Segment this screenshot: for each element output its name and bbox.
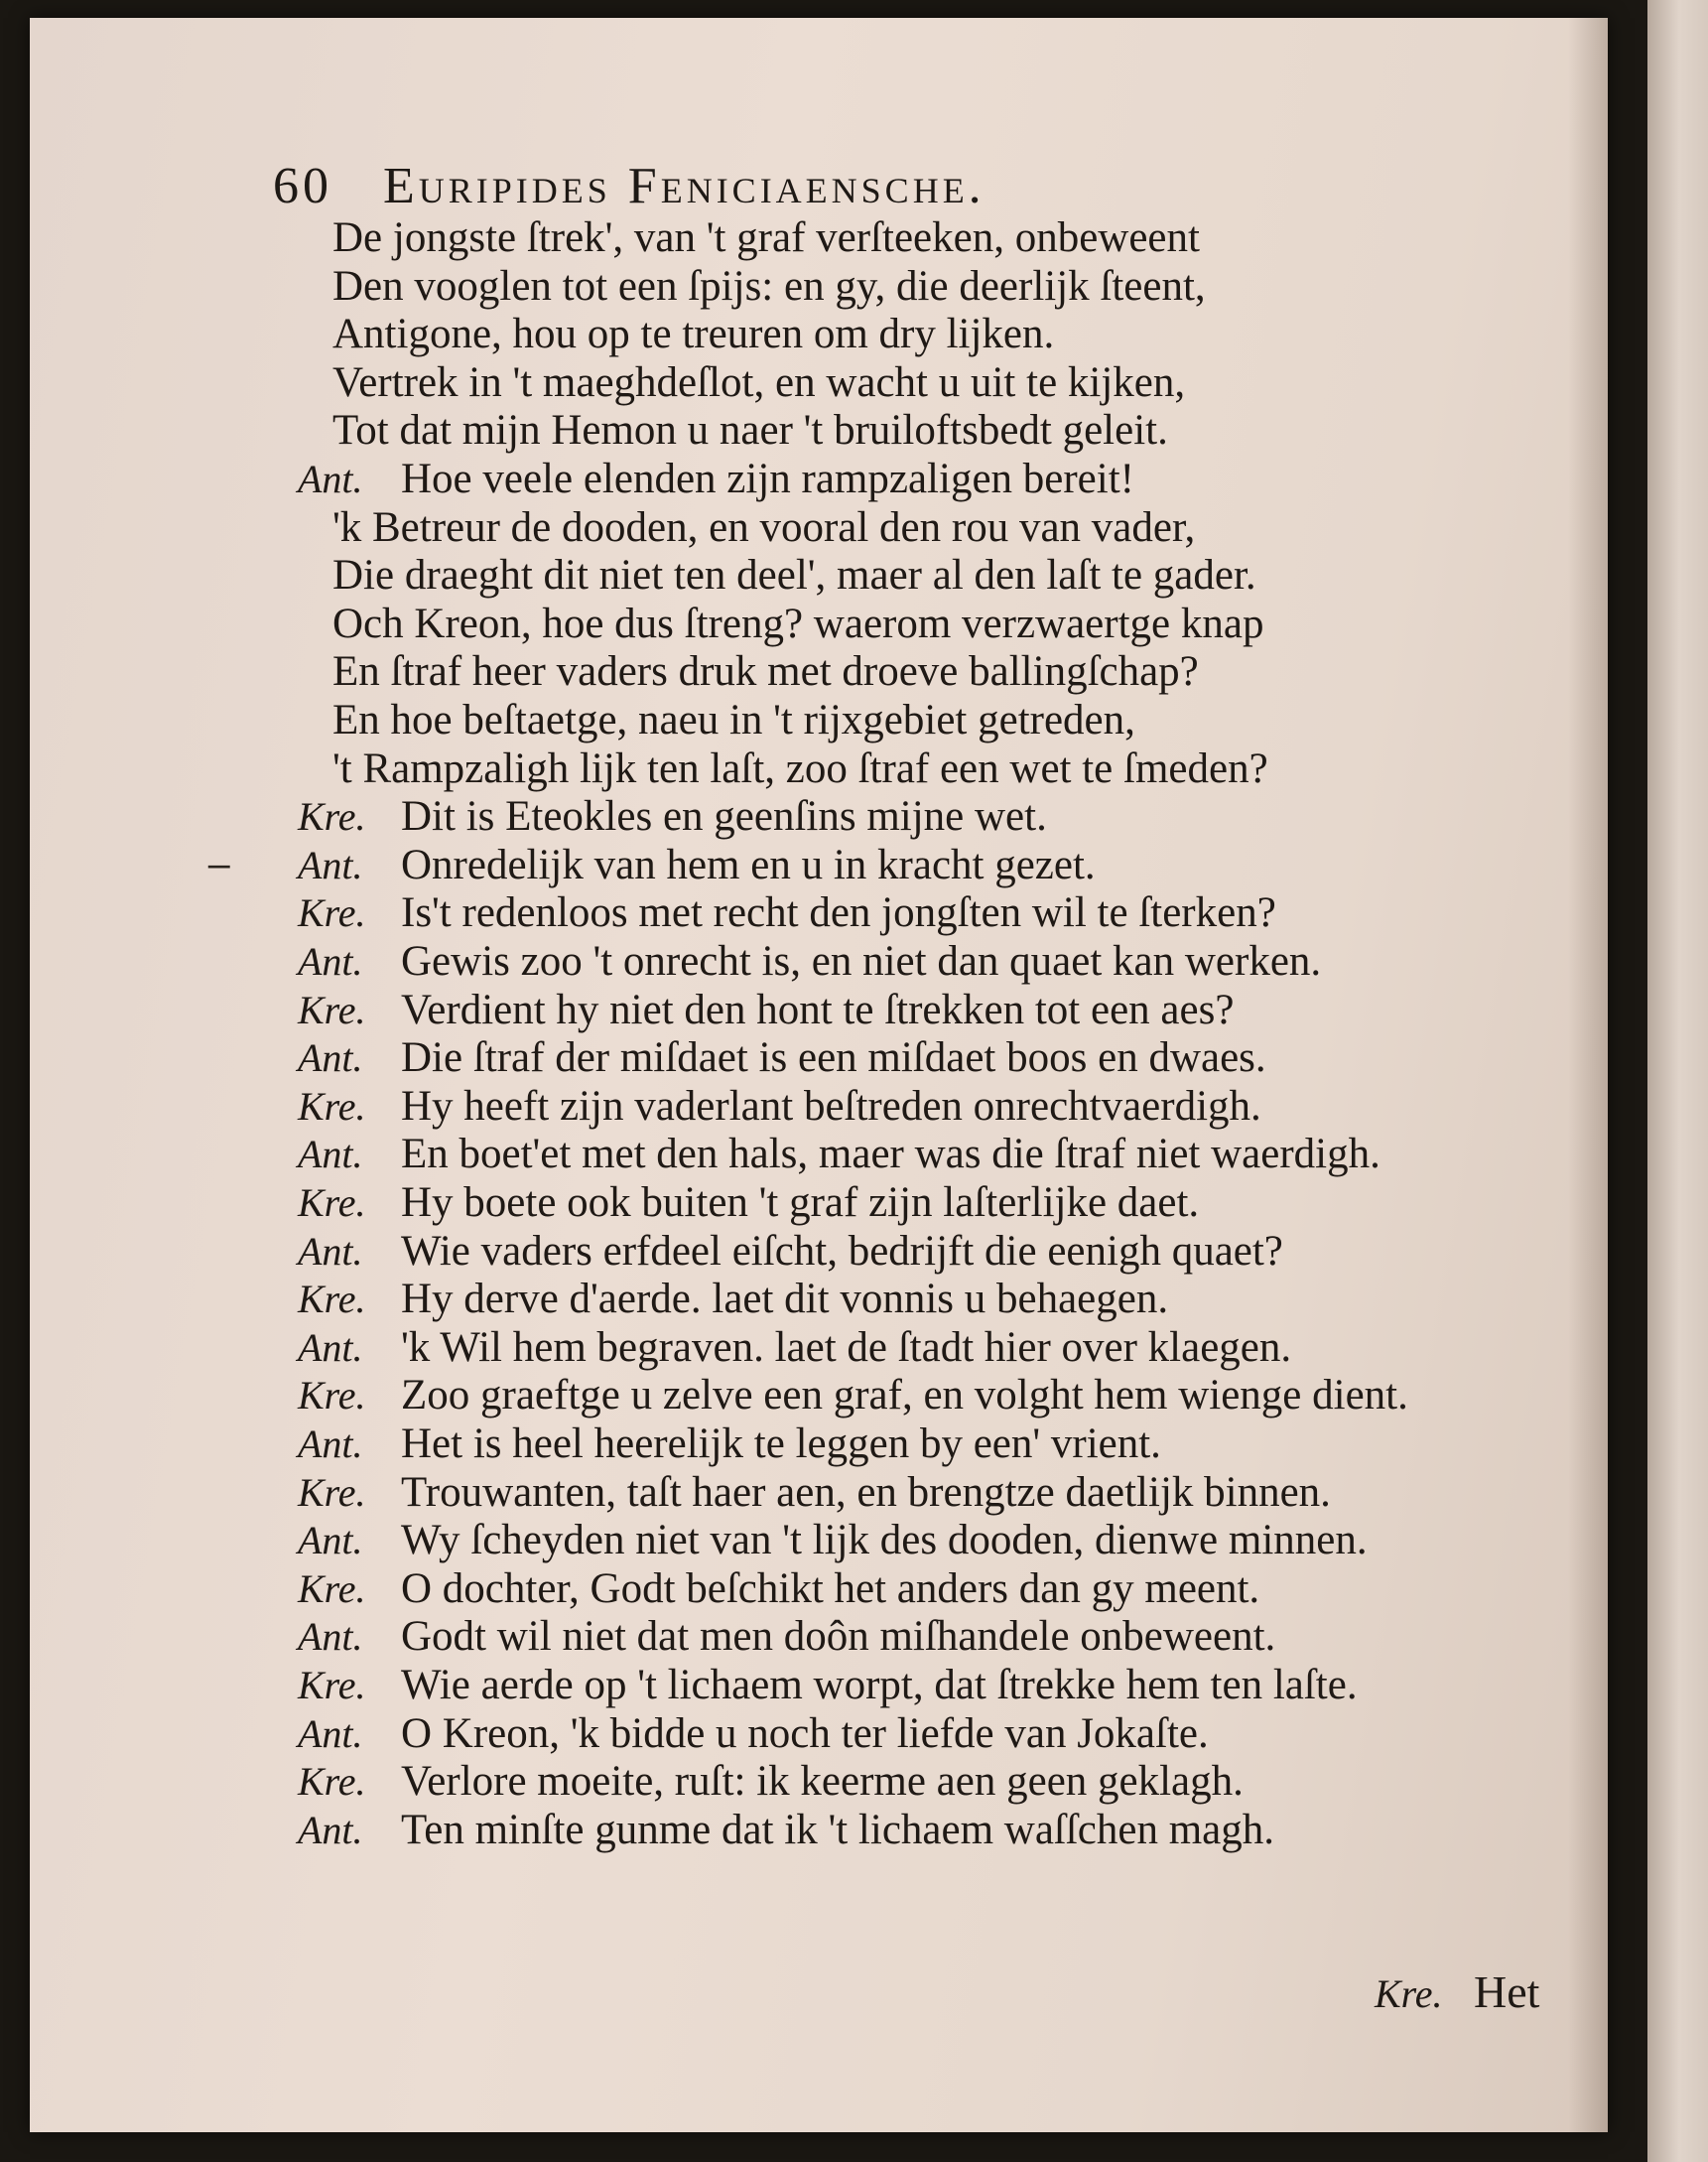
speaker-label: Kre.	[298, 1663, 366, 1707]
line-text: Wy ſcheyden niet van 't lijk des dooden, dienwe minnen.	[401, 1517, 1368, 1564]
speaker-label: Kre.	[298, 794, 366, 840]
line-text: Gewis zoo 't onrecht is, en niet dan quaet kan werken.	[401, 938, 1322, 985]
line-text: De jongste ſtrek', van 't graf verſteeken, onbeweent	[332, 214, 1200, 261]
line-text: Verdient hy niet den hont te ſtrekken tot een aes?	[401, 986, 1235, 1033]
verse-line	[332, 216, 1200, 259]
verse-line	[298, 1564, 1260, 1612]
speaker-label: Kre.	[298, 1469, 366, 1515]
line-text: Hoe veele elenden zijn rampzaligen bereit!	[401, 456, 1134, 502]
verse-line	[298, 1276, 1169, 1323]
line-text: 't Rampzaligh lijk ten laſt, zoo ſtraf een wet te ſmeden?	[332, 744, 1268, 792]
verse-line	[298, 986, 1235, 1033]
line-text: En ſtraf heer vaders druk met droeve ballingſchap?	[332, 648, 1199, 696]
verse-line	[298, 1758, 1244, 1806]
speaker-label: Kre.	[298, 1083, 366, 1129]
verse-line	[298, 1517, 1368, 1564]
verse-line	[298, 1374, 1408, 1417]
speaker-label: Kre.	[298, 1180, 366, 1225]
verse-line	[298, 1709, 1209, 1757]
verse-line	[332, 358, 1186, 406]
verse-line	[298, 1227, 1283, 1275]
speaker-label: Ant.	[298, 1228, 363, 1274]
line-text: 'k Wil hem begraven. laet de ſtadt hier over klaegen.	[401, 1323, 1292, 1371]
page-number: 60	[273, 158, 332, 214]
verse-line	[298, 1422, 1161, 1465]
line-text: Antigone, hou op te treuren om dry lijken.	[332, 311, 1055, 358]
speaker-label: Ant.	[298, 1421, 363, 1466]
running-title: Euripides Feniciaensche.	[383, 158, 985, 214]
line-text: Is't redenloos met recht den jongſten wil te ſterken?	[401, 889, 1276, 937]
verse-line	[298, 940, 1321, 983]
line-text: Die ſtraf der miſdaet is een miſdaet boos en dwaes.	[401, 1034, 1266, 1082]
speaker-label: Kre.	[298, 1565, 366, 1611]
line-text: Godt wil niet dat men doôn miſhandele onbeweent.	[401, 1613, 1276, 1661]
line-text: En boet'et met den hals, maer was die ſtraf niet waerdigh.	[401, 1131, 1380, 1178]
verse-line	[332, 744, 1268, 792]
verse-line	[298, 889, 1276, 937]
line-text: Den vooglen tot een ſpijs: en gy, die deerlijk ſteent,	[332, 262, 1206, 310]
verse-line	[332, 648, 1199, 696]
speaker-label: Kre.	[298, 987, 366, 1032]
verse-line	[298, 1468, 1331, 1516]
verse-line	[298, 1613, 1276, 1661]
line-text: Wie vaders erfdeel eiſcht, bedrijft die eenigh quaet?	[401, 1227, 1283, 1275]
verse-line	[298, 841, 1096, 888]
verse-line	[298, 458, 1134, 500]
line-text: Vertrek in 't maeghdeſlot, en wacht u uit te kijken,	[332, 358, 1186, 406]
speaker-label: Ant.	[298, 457, 363, 501]
verse-line	[332, 407, 1168, 455]
speaker-label: Ant.	[298, 1518, 363, 1563]
speaker-label: Kre.	[298, 1759, 366, 1805]
verse-line	[332, 552, 1256, 600]
verse-line	[332, 699, 1135, 742]
line-text: Die draeght dit niet ten deel', maer al den laſt te gader.	[332, 552, 1256, 600]
speaker-label: Ant.	[298, 1807, 363, 1852]
verse-line	[298, 1082, 1261, 1130]
speaker-label: Ant.	[298, 842, 363, 887]
line-text: Och Kreon, hoe dus ſtreng? waerom verzwaertge knap	[332, 600, 1264, 647]
verse-line	[298, 793, 1047, 841]
speaker-label: Kre.	[298, 890, 366, 936]
speaker-label: Ant.	[298, 1132, 363, 1177]
verse-line	[298, 1323, 1292, 1371]
speaker-label: Kre.	[298, 1373, 366, 1419]
line-text: Wie aerde op 't lichaem worpt, dat ſtrekke hem ten laſte.	[401, 1662, 1358, 1708]
speaker-label: Ant.	[298, 939, 363, 984]
verse-line	[332, 503, 1196, 551]
speaker-label: Ant.	[298, 1614, 363, 1660]
verse-line	[298, 1664, 1358, 1706]
line-text: 'k Betreur de dooden, en vooral den rou van vader,	[332, 503, 1196, 551]
line-text: Hy heeft zijn vaderlant beſtreden onrechtvaerdigh.	[401, 1082, 1261, 1130]
speaker-label: Ant.	[298, 1324, 363, 1370]
line-text: Tot dat mijn Hemon u naer 't bruiloftsbedt geleit.	[332, 407, 1168, 455]
line-text: Verlore moeite, ruſt: ik keerme aen geen geklagh.	[401, 1758, 1244, 1806]
verse-line	[298, 1181, 1199, 1224]
line-text: Ten minſte gunme dat ik 't lichaem waſſchen magh.	[401, 1806, 1275, 1853]
verse-line	[298, 1806, 1275, 1853]
line-text: Trouwanten, taſt haer aen, en brengtze daetlijk binnen.	[401, 1468, 1331, 1516]
line-text: Het is heel heerelijk te leggen by een' vrient.	[401, 1420, 1161, 1467]
line-text: O dochter, Godt beſchikt het anders dan gy meent.	[401, 1564, 1260, 1612]
verse-line	[298, 1034, 1266, 1082]
speaker-label: Ant.	[298, 1035, 363, 1081]
verse-line	[332, 311, 1055, 358]
line-text: Hy derve d'aerde. laet dit vonnis u behaegen.	[401, 1276, 1169, 1323]
line-text: En hoe beſtaetge, naeu in 't rijxgebiet getreden,	[332, 697, 1135, 743]
book-page	[30, 18, 1608, 2132]
speaker-label: Kre.	[298, 1277, 366, 1322]
verse-line	[332, 262, 1206, 310]
catchword	[1375, 1965, 1539, 2018]
facing-page-edge	[1647, 0, 1708, 2162]
line-text: Zoo graeftge u zelve een graf, en volght hem wienge dient.	[401, 1372, 1408, 1419]
line-text: Onredelijk van hem en u in kracht gezet.	[401, 841, 1096, 888]
line-text: Dit is Eteokles en geenſins mijne wet.	[401, 793, 1047, 841]
marginal-mark: ‒	[206, 842, 232, 887]
catchword-word: Het	[1474, 1966, 1540, 2017]
line-text: Hy boete ook buiten 't graf zijn laſterlijke daet.	[401, 1179, 1200, 1226]
catchword-speaker: Kre.	[1375, 1971, 1443, 2016]
verse-line	[332, 600, 1264, 647]
verse-line	[298, 1131, 1380, 1178]
speaker-label: Ant.	[298, 1710, 363, 1756]
page-header	[273, 157, 985, 215]
line-text: O Kreon, 'k bidde u noch ter liefde van Jokaſte.	[401, 1709, 1209, 1757]
